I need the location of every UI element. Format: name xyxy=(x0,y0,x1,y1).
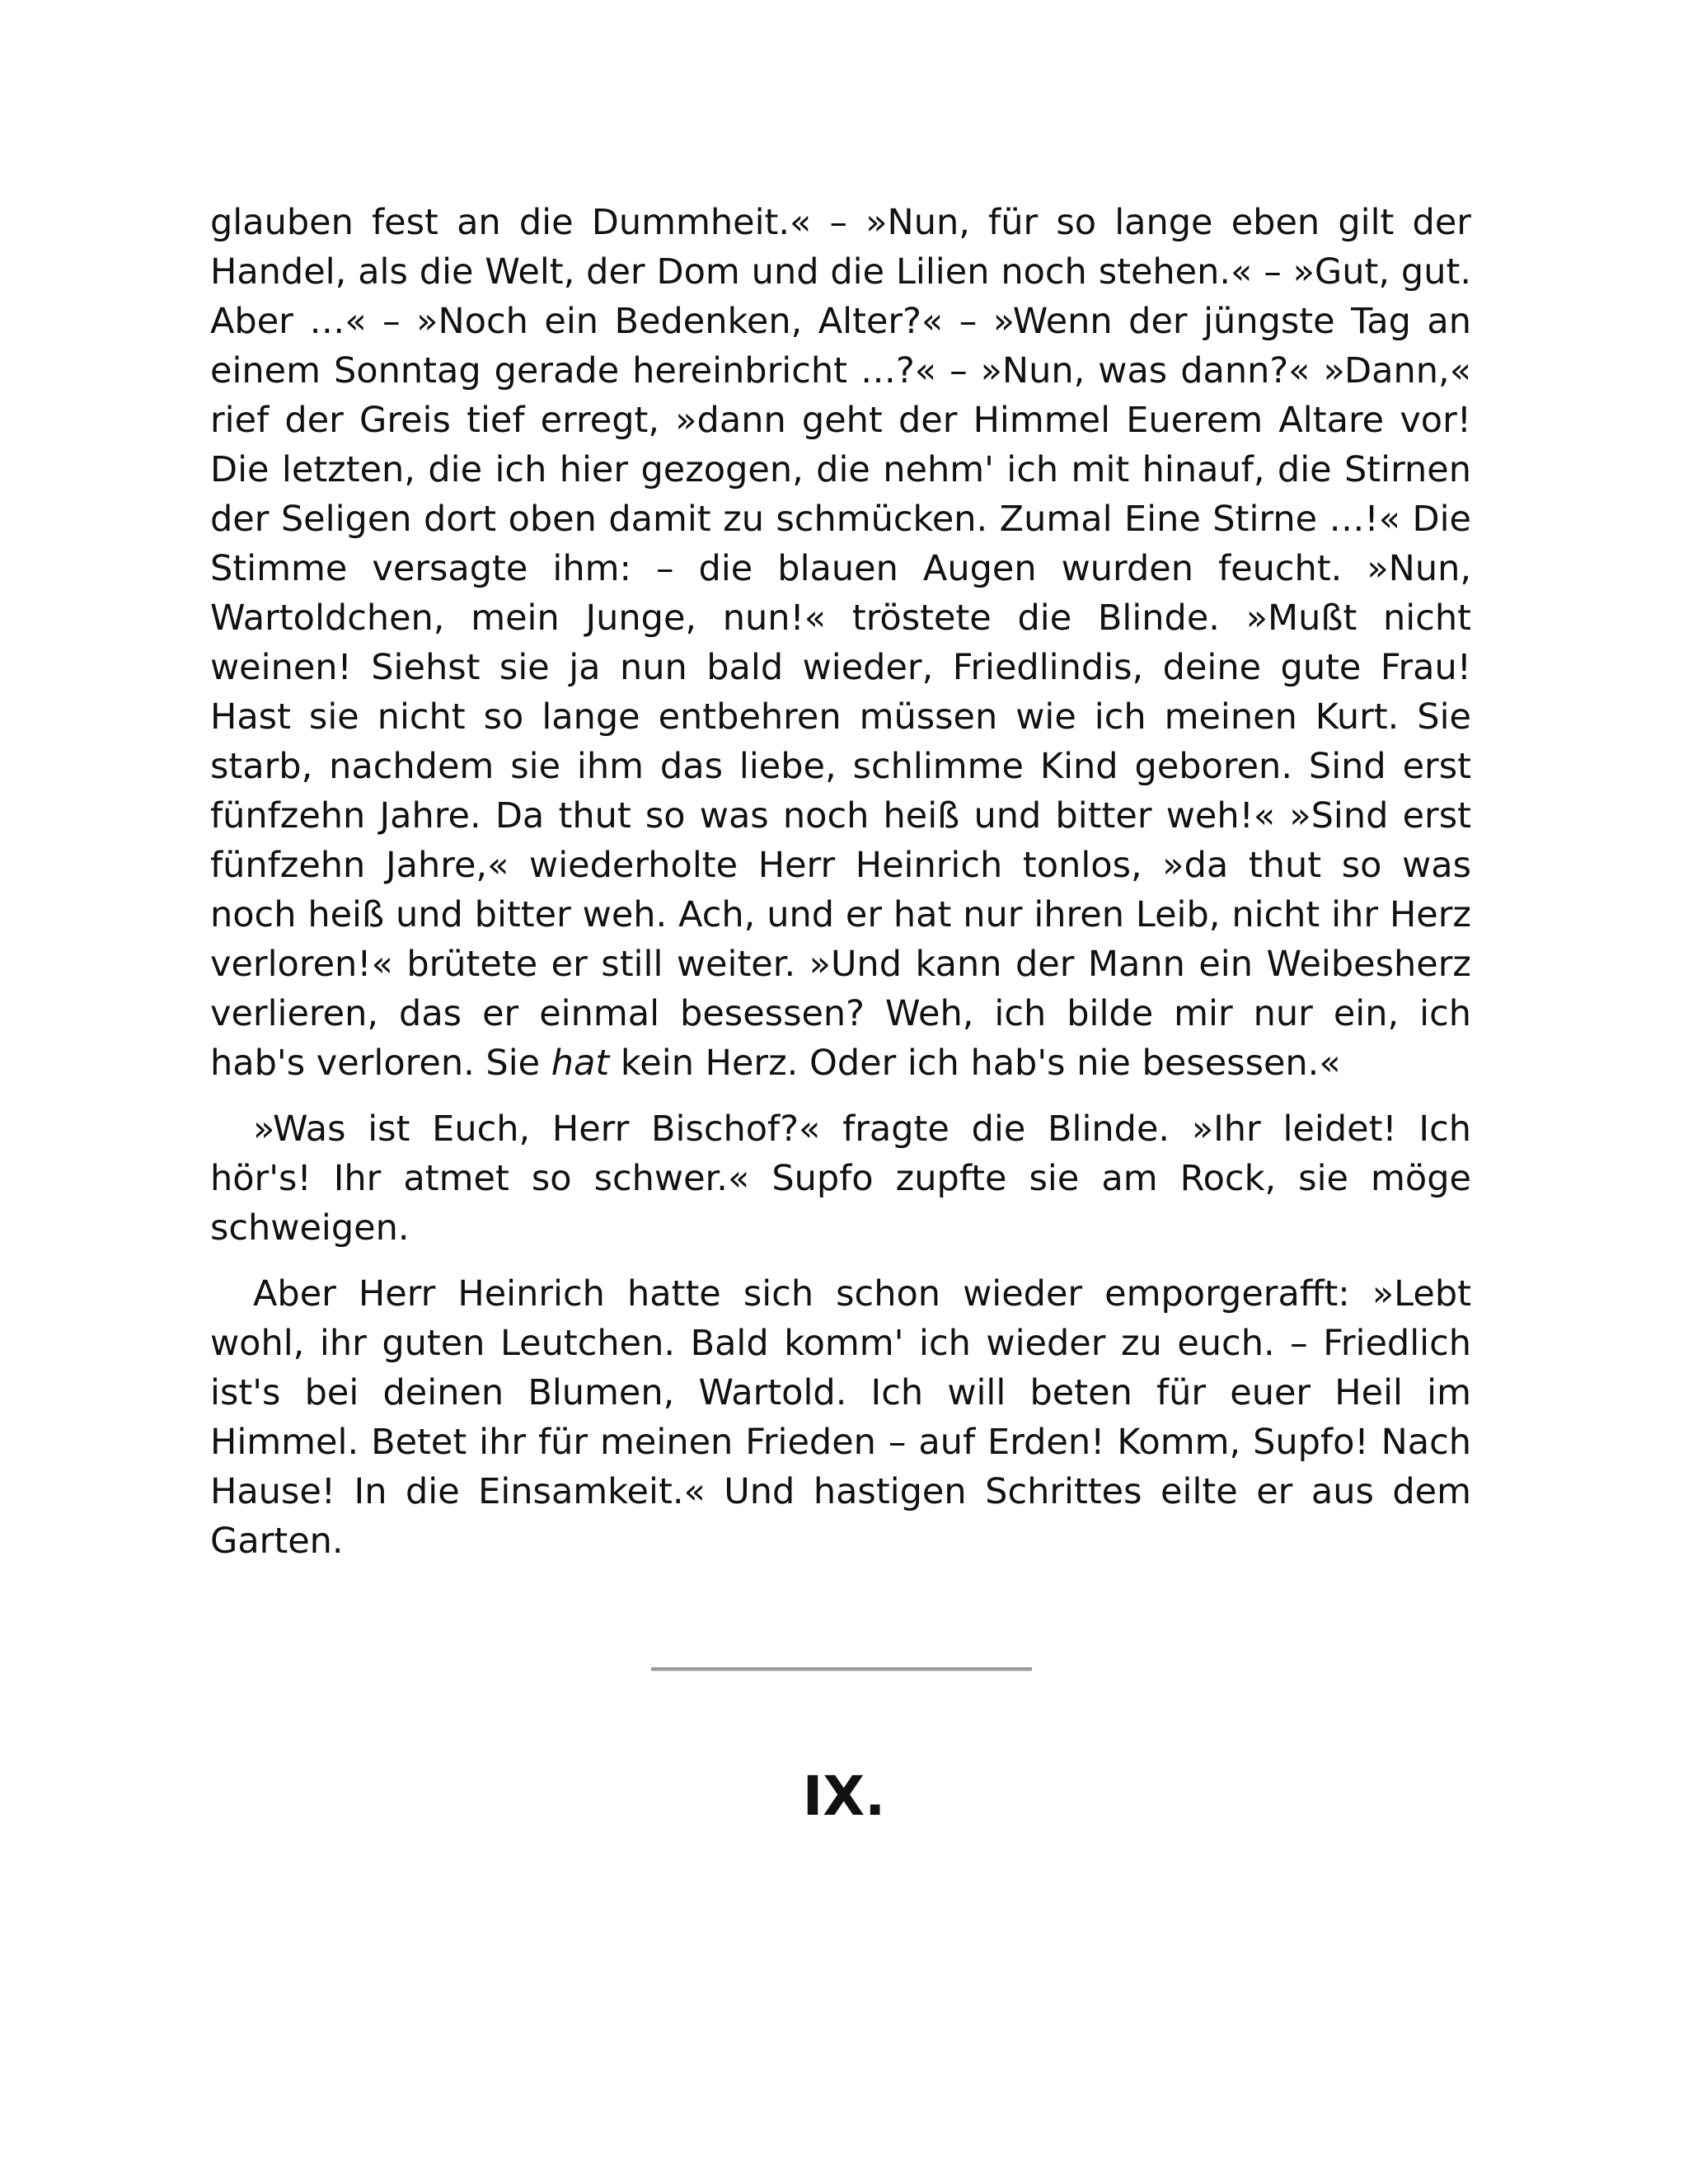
paragraph-1 xyxy=(210,198,1471,1088)
paragraph-2: »Was ist Euch, Herr Bischof?« fragte die Blinde. »Ihr leidet! Ich hör's! Ihr atmet so schwer.« Supfo zupfte sie am Rock, sie möge schweigen. xyxy=(210,1108,1471,1249)
emphasis-hat: hat xyxy=(551,1043,610,1084)
section-divider xyxy=(651,1667,1032,1671)
paragraph-1-text-end: kein Herz. Oder ich hab's nie besessen.« xyxy=(609,1043,1341,1084)
page-body xyxy=(210,198,1471,1582)
paragraph-3: Aber Herr Heinrich hatte sich schon wieder emporgerafft: »Lebt wohl, ihr guten Leutchen. Bald komm' ich wieder zu euch. – Friedlich ist's bei deinen Blumen, Wartold. Ich will beten für euer Heil im Himmel. Betet ihr für meinen Frieden – auf Erden! Komm, Supfo! Nach Hause! In die Einsamkeit.« Und hastigen Schrittes eilte er aus dem Garten. xyxy=(210,1273,1471,1562)
chapter-heading: IX. xyxy=(802,1765,886,1828)
paragraph-1-text: glauben fest an die Dummheit.« – »Nun, für so lange eben gilt der Handel, als die Welt, der Dom und die Lilien noch stehen.« – »Gut, gut. Aber …« – »Noch ein Bedenken, Alter?« – »Wenn der jüngste Tag an einem Sonntag gerade hereinbricht …?« – »Nun, was dann?« »Dann,« rief der Greis tief erregt, »dann geht der Himmel Euerem Altare vor! Die letzten, die ich hier gezogen, die nehm' ich mit hinauf, die Stirnen der Seligen dort oben damit zu schmücken. Zumal Eine Stirne …!« Die Stimme versagte ihm: – die blauen Augen wurden feucht. »Nun, Wartoldchen, mein Junge, nun!« tröstete die Blinde. »Mußt nicht weinen! Siehst sie ja nun bald wieder, Friedlindis, deine gute Frau! Hast sie nicht so lange entbehren müssen wie ich meinen Kurt. Sie starb, nachdem sie ihm das liebe, schlimme Kind geboren. Sind erst fünfzehn Jahre. Da thut so was noch heiß und bitter weh!« »Sind erst fünfzehn Jahre,« wiederholte Herr Heinrich tonlos, »da thut so was noch heiß und bitter weh. Ach, und er hat nur ihren Leib, nicht ihr Herz verloren!« brütete er still weiter. »Und kann der Mann ein Weibesherz verlieren, das er einmal besessen? Weh, ich bilde mir nur ein, ich hab's verloren. Sie xyxy=(210,202,1471,1084)
